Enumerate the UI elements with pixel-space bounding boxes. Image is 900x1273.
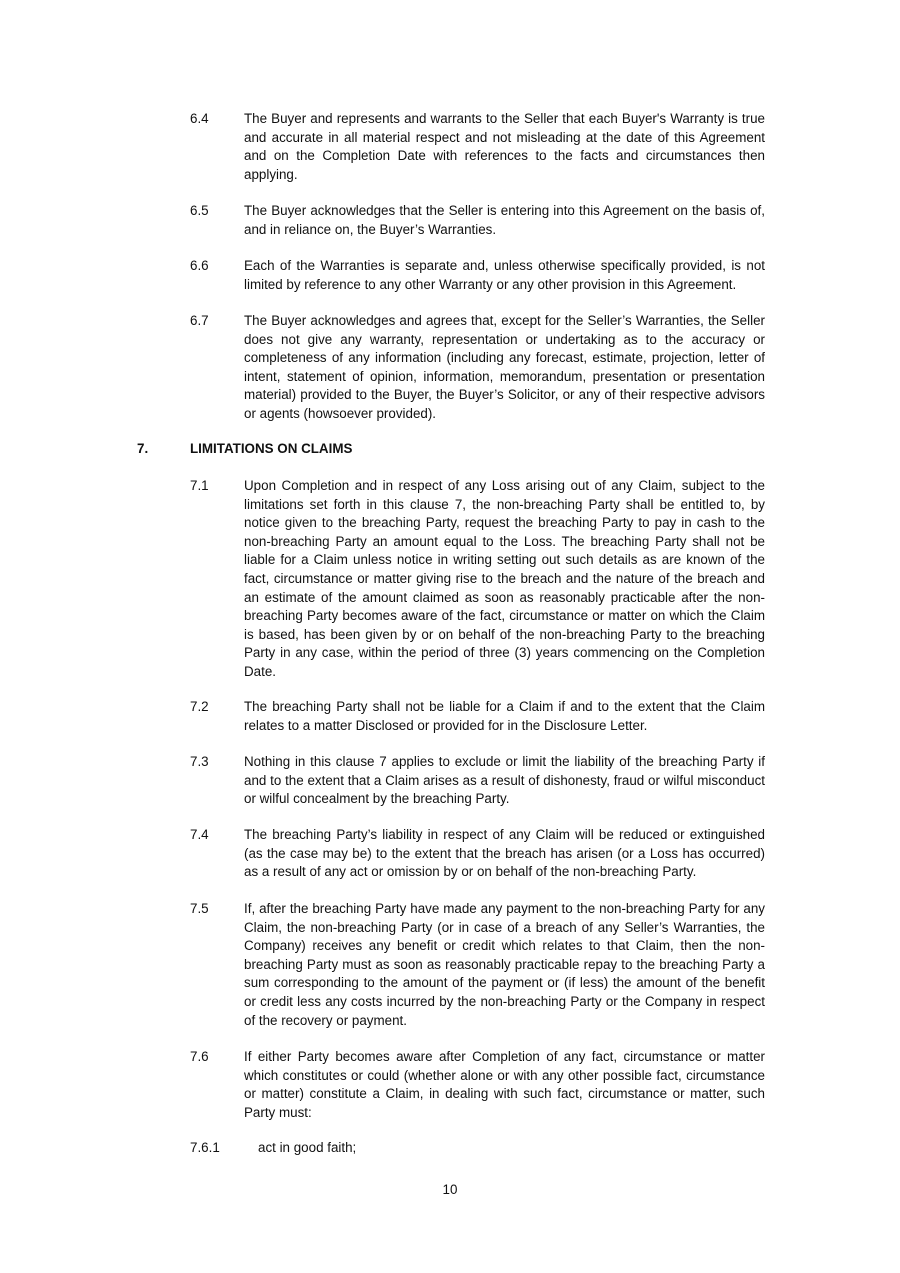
clause-text: Each of the Warranties is separate and, unless otherwise specifically provided, is not limited by reference to any other Warranty or any other provision in this Agreement. <box>244 258 765 292</box>
clause-number: 7.2 <box>190 699 209 714</box>
clause-6-4 <box>190 110 765 184</box>
clause-text: The breaching Party shall not be liable for a Claim if and to the extent that the Claim relates to a matter Disclosed or provided for in the Disclosure Letter. <box>244 699 765 733</box>
clause-7-5 <box>190 900 765 1030</box>
clause-6-6 <box>190 257 765 294</box>
clause-7-6-1 <box>190 1139 765 1158</box>
clause-7-1 <box>190 477 765 682</box>
clause-text: The Buyer and represents and warrants to the Seller that each Buyer's Warranty is true and accurate in all material respect and not misleading at the date of this Agreement and on the Completion Date with references to the facts and circumstances then applying. <box>244 111 765 182</box>
clause-number: 6.5 <box>190 203 209 218</box>
clause-number: 7.6.1 <box>190 1140 220 1155</box>
clause-number: 7.6 <box>190 1049 209 1064</box>
clause-number: 6.7 <box>190 313 209 328</box>
clause-text: If, after the breaching Party have made any payment to the non-breaching Party for any Claim, the non-breaching Party (or in case of a breach of any Seller’s Warranties, the Company) receives any benefit or credit which relates to that Claim, then the non-breaching Party must as soon as reasonably practicable repay to the breaching Party a sum corresponding to the amount of the payment or (if less) the amount of the benefit or credit less any costs incurred by the non-breaching Party or the Company in respect of the recovery or payment. <box>244 901 765 1028</box>
clause-text: The Buyer acknowledges and agrees that, except for the Seller’s Warranties, the Seller does not give any warranty, representation or undertaking as to the accuracy or completeness of any information (including any forecast, estimate, projection, letter of intent, statement of opinion, information, memorandum, presentation or presentation material) provided to the Buyer, the Buyer’s Solicitor, or any of their respective advisors or agents (howsoever provided). <box>244 313 765 421</box>
clause-text: act in good faith; <box>258 1140 357 1155</box>
clause-text: If either Party becomes aware after Completion of any fact, circumstance or matter which constitutes or could (whether alone or with any other possible fact, circumstance or matter) constitute a Claim, in dealing with such fact, circumstance or matter, such Party must: <box>244 1049 765 1120</box>
clause-text: Upon Completion and in respect of any Loss arising out of any Claim, subject to the limitations set forth in this clause 7, the non-breaching Party shall be entitled to, by notice given to the breaching Party, request the breaching Party to pay in cash to the non-breaching Party an amount equal to the Loss. The breaching Party shall not be liable for a Claim unless notice in writing setting out such details as are known of the fact, circumstance or matter giving rise to the breach and the nature of the breach and an estimate of the amount claimed as soon as reasonably practicable after the non-breaching Party becomes aware of the fact, circumstance or matter on which the Claim is based, has been given by or on behalf of the non-breaching Party to the breaching Party in any case, within the period of three (3) years commencing on the Completion Date. <box>244 478 765 679</box>
section-number: 7. <box>137 441 149 456</box>
clause-7-4 <box>190 826 765 882</box>
clause-7-2 <box>190 698 765 735</box>
clause-text: Nothing in this clause 7 applies to exclude or limit the liability of the breaching Party if and to the extent that a Claim arises as a result of dishonesty, fraud or wilful misconduct or wilful concealment by the breaching Party. <box>244 754 765 807</box>
section-title: LIMITATIONS ON CLAIMS <box>190 441 353 456</box>
clause-number: 7.5 <box>190 901 209 916</box>
clause-7-6 <box>190 1048 765 1122</box>
clause-6-7 <box>190 312 765 424</box>
clause-text: The breaching Party’s liability in respect of any Claim will be reduced or extinguished (as the case may be) to the extent that the breach has arisen (or a Loss has occurred) as a result of any act or omission by or on behalf of the non-breaching Party. <box>244 827 765 880</box>
clause-number: 7.4 <box>190 827 209 842</box>
clause-number: 7.3 <box>190 754 209 769</box>
clause-7-3 <box>190 753 765 809</box>
page-number: 10 <box>442 1182 458 1197</box>
clause-6-5 <box>190 202 765 239</box>
clause-number: 6.6 <box>190 258 209 273</box>
clause-number: 6.4 <box>190 111 209 126</box>
clause-text: The Buyer acknowledges that the Seller is entering into this Agreement on the basis of, and in reliance on, the Buyer’s Warranties. <box>244 203 765 237</box>
clause-number: 7.1 <box>190 478 209 493</box>
